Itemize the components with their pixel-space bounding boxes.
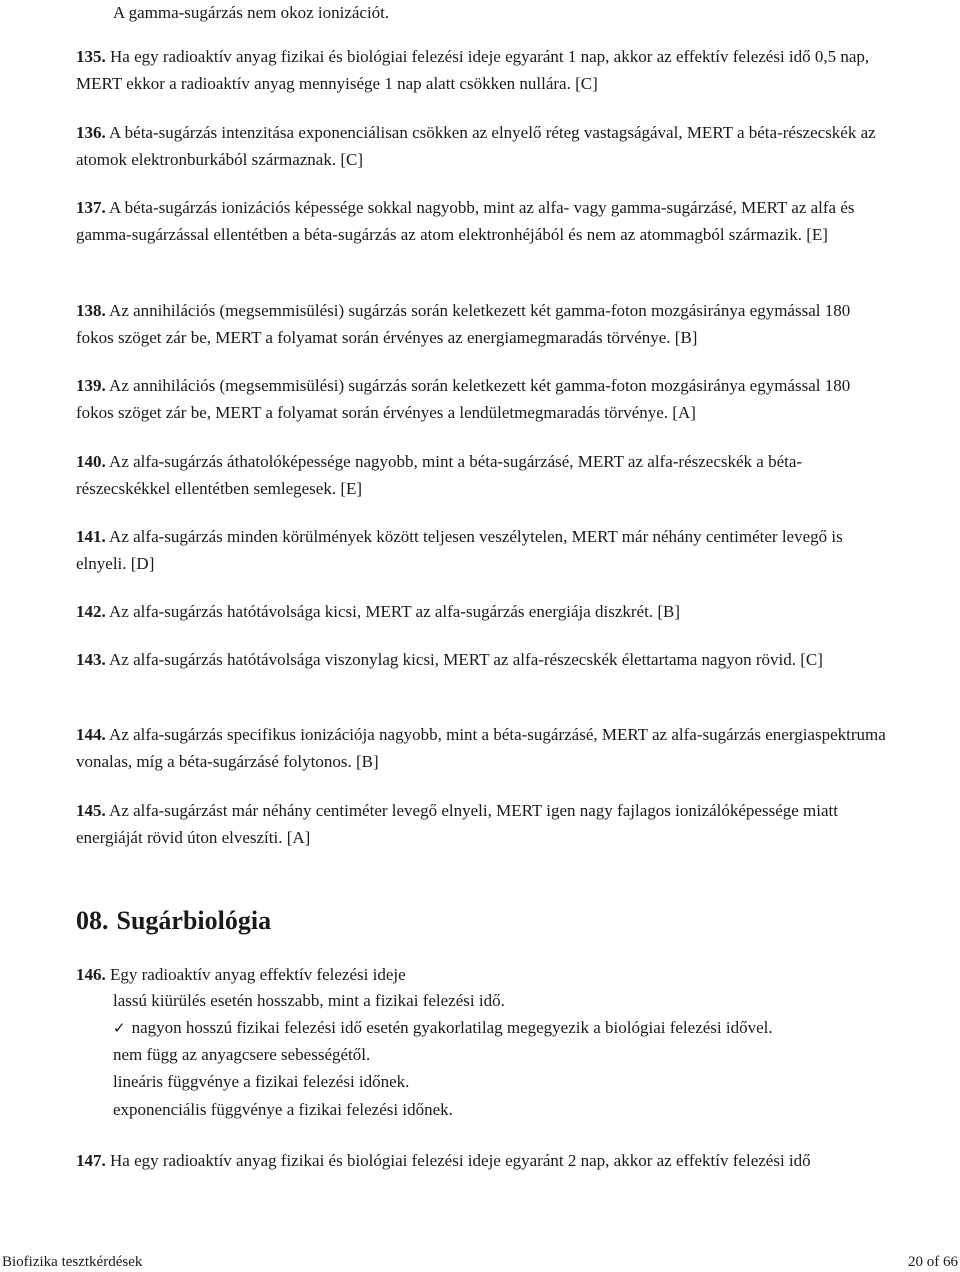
intro-line: A gamma-sugárzás nem okoz ionizációt. — [113, 3, 390, 22]
question-text: Az annihilációs (megsemmisülési) sugárzás során keletkezett két gamma-foton mozgásiránya egymással 180 fokos szöget zár be, MERT a folyamat során érvényes a lendületmegmaradás törvénye. [A] — [76, 376, 851, 422]
question-text: A béta-sugárzás ionizációs képessége sokkal nagyobb, mint az alfa- vagy gamma-sugárzásé, MERT az alfa és gamma-sugárzással ellentétben a béta-sugárzás az atom elektronhéjából és nem az atommagból származik. [E] — [76, 198, 855, 244]
question-number: 146. — [76, 965, 106, 984]
question-text: Az alfa-sugárzás hatótávolsága viszonylag kicsi, MERT az alfa-részecskék élettartama nagyon rövid. [C] — [105, 650, 823, 669]
answer-option: exponenciális függvénye a fizikai felezési időnek. — [113, 1100, 453, 1119]
question-147 — [76, 1148, 886, 1175]
question-140 — [76, 449, 886, 502]
section-number: 08. — [76, 906, 109, 935]
question-number: 143. — [76, 650, 106, 669]
question-number: 137. — [76, 198, 106, 217]
question-text: A béta-sugárzás intenzitása exponenciálisan csökken az elnyelő réteg vastagságával, MERT a béta-részecskék az atomok elektronburkából származnak. [C] — [76, 123, 876, 169]
question-138 — [76, 298, 886, 351]
answer-option: nem függ az anyagcsere sebességétől. — [113, 1045, 371, 1064]
question-text: Egy radioaktív anyag effektív felezési ideje — [105, 965, 406, 984]
section-heading — [76, 903, 271, 939]
question-number: 140. — [76, 452, 106, 471]
question-text: Az annihilációs (megsemmisülési) sugárzás során keletkezett két gamma-foton mozgásiránya egymással 180 fokos szöget zár be, MERT a folyamat során érvényes az energiamegmaradás törvénye. [B] — [76, 301, 851, 347]
question-number: 136. — [76, 123, 106, 142]
question-text: Ha egy radioaktív anyag fizikai és biológiai felezési ideje egyaránt 2 nap, akkor az effektív felezési idő — [105, 1151, 811, 1170]
question-145 — [76, 798, 886, 851]
question-number: 138. — [76, 301, 106, 320]
question-146-stem — [76, 962, 886, 989]
section-title: Sugárbiológia — [116, 906, 272, 935]
question-144 — [76, 722, 886, 775]
answer-option: lassú kiürülés esetén hosszabb, mint a fizikai felezési idő. — [113, 991, 505, 1010]
answer-option-correct — [113, 1015, 913, 1042]
question-136 — [76, 120, 886, 173]
question-text: Az alfa-sugárzás minden körülmények között teljesen veszélytelen, MERT már néhány centiméter levegő is elnyeli. [D] — [76, 527, 843, 573]
question-text: Az alfa-sugárzás hatótávolsága kicsi, MERT az alfa-sugárzás energiája diszkrét. [B] — [105, 602, 680, 621]
question-143 — [76, 647, 886, 674]
question-139 — [76, 373, 886, 426]
question-number: 145. — [76, 801, 106, 820]
question-number: 141. — [76, 527, 106, 546]
question-text: Az alfa-sugárzás specifikus ionizációja nagyobb, mint a béta-sugárzásé, MERT az alfa-sugárzás energiaspektruma vonalas, míg a béta-sugárzásé folytonos. [B] — [76, 725, 886, 771]
question-number: 135. — [76, 47, 106, 66]
question-135 — [76, 44, 886, 97]
question-text: Az alfa-sugárzás áthatolóképessége nagyobb, mint a béta-sugárzásé, MERT az alfa-részecskék a béta-részecskékkel ellentétben semlegesek. [E] — [76, 452, 803, 498]
question-141 — [76, 524, 886, 577]
question-number: 139. — [76, 376, 106, 395]
footer-title: Biofizika tesztkérdések — [2, 1254, 143, 1270]
question-text: Ha egy radioaktív anyag fizikai és biológiai felezési ideje egyaránt 1 nap, akkor az effektív felezési idő 0,5 nap, MERT ekkor a radioaktív anyag mennyisége 1 nap alatt csökken nullára. [C] — [76, 47, 870, 93]
question-number: 142. — [76, 602, 106, 621]
question-text: Az alfa-sugárzást már néhány centiméter levegő elnyeli, MERT igen nagy fajlagos ionizálóképessége miatt energiáját rövid úton elveszíti. [A] — [76, 801, 838, 847]
answer-option-text: nagyon hosszú fizikai felezési idő esetén gyakorlatilag megegyezik a biológiai felezési idővel. — [131, 1018, 773, 1037]
question-number: 144. — [76, 725, 106, 744]
question-142 — [76, 599, 886, 626]
answer-option: lineáris függvénye a fizikai felezési időnek. — [113, 1072, 410, 1091]
question-number: 147. — [76, 1151, 106, 1170]
question-137 — [76, 195, 886, 248]
page-number: 20 of 66 — [908, 1254, 958, 1270]
check-icon: ✓ — [113, 1019, 126, 1037]
